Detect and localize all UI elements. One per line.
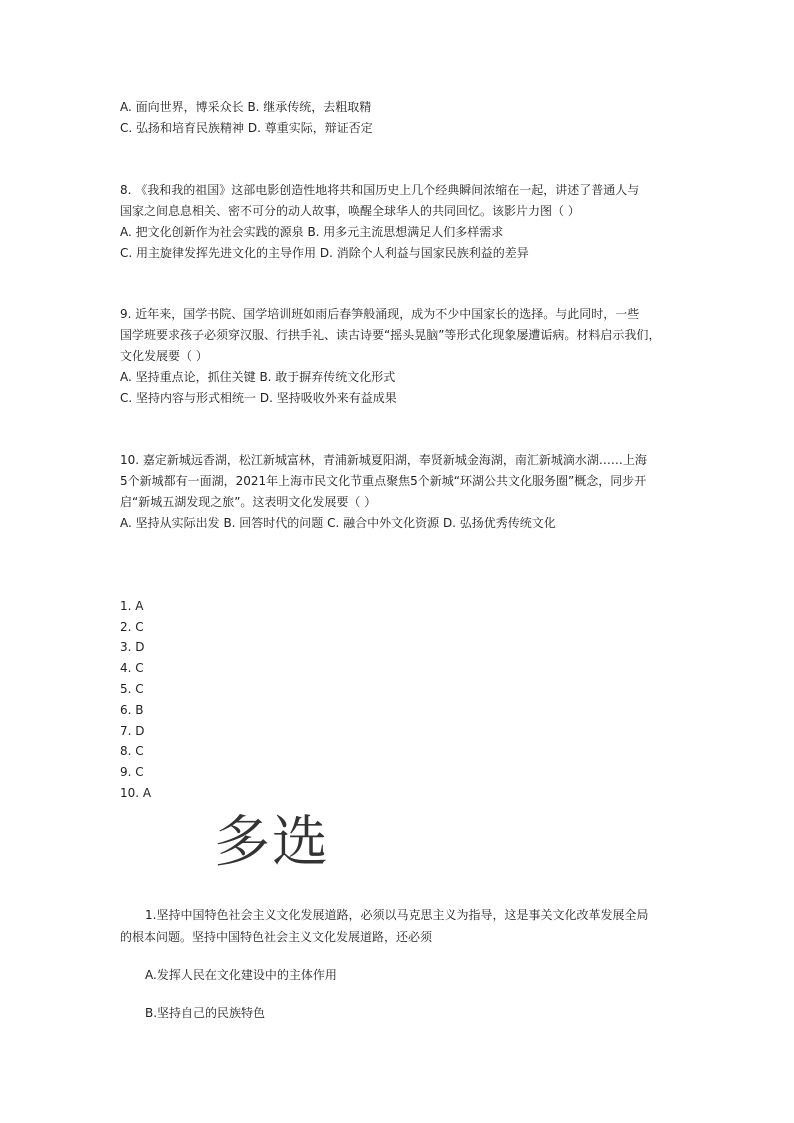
question-9-stem-line-3: 文化发展要（ ） xyxy=(120,349,208,363)
answer-item: 6. B xyxy=(120,703,144,717)
answer-item: 3. D xyxy=(120,640,145,654)
answer-item: 1. A xyxy=(120,599,144,613)
multi-question-1-option-b: B.坚持自己的民族特色 xyxy=(145,1006,266,1020)
question-8-options-cd: C. 用主旋律发挥先进文化的主导作用 D. 消除个人利益与国家民族利益的差异 xyxy=(120,246,529,260)
multi-question-1-stem-line-2: 的根本问题。坚持中国特色社会主义文化发展道路，还必须 xyxy=(120,930,433,944)
multi-question-1-stem-line-1: 1.坚持中国特色社会主义文化发展道路，必须以马克思主义为指导，这是事关文化改革发展全局 xyxy=(145,908,649,922)
question-9-stem-line-2: 国学班要求孩子必须穿汉服、行拱手礼、读古诗要“摇头晃脑”等形式化现象屡遭诟病。材料启示我们， xyxy=(120,328,661,342)
options-line-cd: C. 弘扬和培育民族精神 D. 尊重实际，辩证否定 xyxy=(120,121,373,135)
answer-item: 4. C xyxy=(120,661,144,675)
question-10-stem-line-1: 10. 嘉定新城远香湖，松江新城富林，青浦新城夏阳湖，奉贤新城金海湖，南汇新城滴水湖……上海 xyxy=(120,453,647,467)
section-heading: 多选 xyxy=(214,810,330,875)
answer-item: 10. A xyxy=(120,786,152,800)
question-10-stem-line-3: 启“新城五湖发现之旅”。这表明文化发展要（ ） xyxy=(120,495,377,509)
question-9-options-ab: A. 坚持重点论，抓住关键 B. 敢于摒弃传统文化形式 xyxy=(120,370,396,384)
options-line-ab: A. 面向世界，博采众长 B. 继承传统，去粗取精 xyxy=(120,100,372,114)
question-9-stem-line-1: 9. 近年来，国学书院、国学培训班如雨后春笋般涌现，成为不少中国家长的选择。与此同时，一些 xyxy=(120,307,640,321)
answer-item: 9. C xyxy=(120,765,144,779)
answer-item: 2. C xyxy=(120,620,144,634)
answer-item: 8. C xyxy=(120,744,144,758)
question-9-options-cd: C. 坚持内容与形式相统一 D. 坚持吸收外来有益成果 xyxy=(120,391,397,405)
multi-question-1-option-a: A.发挥人民在文化建设中的主体作用 xyxy=(145,968,337,982)
question-8-stem-line-1: 8. 《我和我的祖国》这部电影创造性地将共和国历史上几个经典瞬间浓缩在一起，讲述了普通人与 xyxy=(120,183,640,197)
question-10-options: A. 坚持从实际出发 B. 回答时代的问题 C. 融合中外文化资源 D. 弘扬优秀传统文化 xyxy=(120,516,556,530)
answer-item: 5. C xyxy=(120,682,144,696)
question-8-stem-line-2: 国家之间息息相关、密不可分的动人故事，唤醒全球华人的共同回忆。该影片力图（ ） xyxy=(120,204,580,218)
question-8-options-ab: A. 把文化创新作为社会实践的源泉 B. 用多元主流思想满足人们多样需求 xyxy=(120,225,504,239)
answer-item: 7. D xyxy=(120,724,145,738)
question-10-stem-line-2: 5个新城都有一面湖，2021年上海市民文化节重点聚焦5个新城“环湖公共文化服务圈”概念，同步开 xyxy=(120,474,647,488)
